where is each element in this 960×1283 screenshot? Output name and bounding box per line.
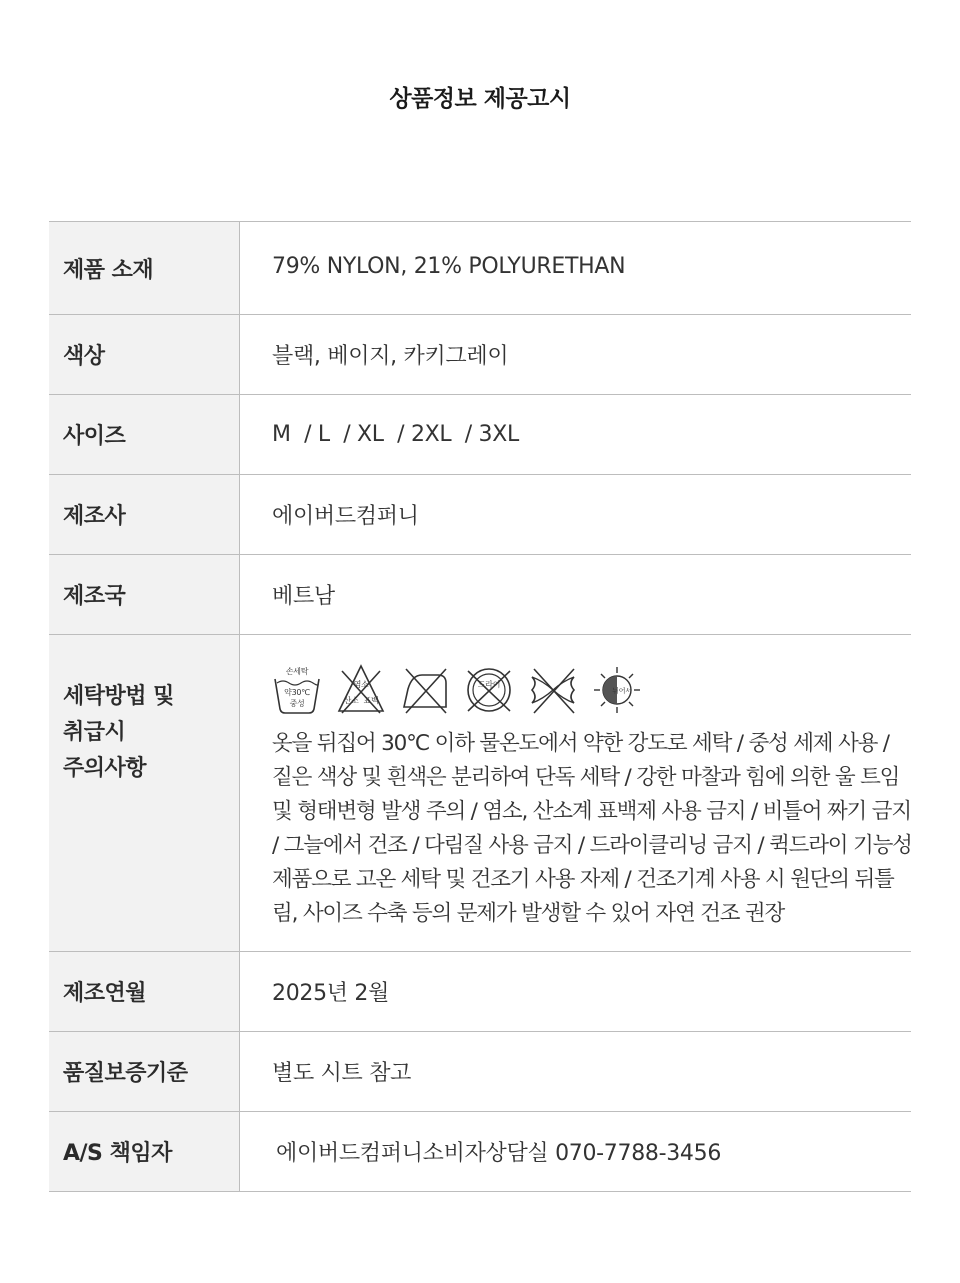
product-info-table — [49, 221, 911, 1192]
as-label: A/S 책임자 — [49, 1112, 240, 1191]
washing-label-line-3: 주의사항 — [63, 756, 147, 781]
date-label: 제조연월 — [49, 952, 240, 1031]
table-row-color — [49, 315, 911, 395]
shade-dry-text: 뉘어서 — [612, 687, 632, 695]
hand-wash-top-text: 손세탁 — [285, 667, 309, 676]
table-row-material — [49, 222, 911, 315]
shade-dry-icon — [592, 663, 642, 717]
bleach-left-text: 산소 — [343, 696, 359, 705]
table-row-date — [49, 952, 911, 1032]
country-value: 베트남 — [272, 584, 335, 609]
quality-value: 별도 시트 참고 — [272, 1061, 412, 1086]
country-label: 제조국 — [49, 555, 240, 634]
hand-wash-bottom-text: 중성 — [289, 699, 305, 708]
dry-clean-text: 드라이 — [477, 680, 501, 689]
bleach-top-text: 염소 — [353, 680, 369, 689]
washing-label-line-1: 세탁방법 및 — [63, 684, 174, 709]
as-value: 에이버드컴퍼니소비자상담실 070-7788-3456 — [276, 1141, 722, 1166]
color-value: 블랙, 베이지, 카키그레이 — [272, 344, 509, 369]
date-value: 2025년 2월 — [272, 981, 390, 1006]
size-label: 사이즈 — [49, 395, 240, 474]
maker-value: 에이버드컴퍼니 — [272, 504, 419, 529]
table-row-as — [49, 1112, 911, 1192]
table-row-quality — [49, 1032, 911, 1112]
bleach-right-text: 표백 — [363, 696, 379, 705]
table-row-size — [49, 395, 911, 475]
material-value: 79% NYLON, 21% POLYURETHAN — [272, 253, 626, 279]
table-row-washing — [49, 635, 911, 952]
no-wring-icon — [528, 663, 578, 717]
no-iron-icon — [400, 663, 450, 717]
size-value: M / L / XL / 2XL / 3XL — [272, 422, 519, 447]
table-row-maker — [49, 475, 911, 555]
hand-wash-temp-text: 약30℃ — [284, 688, 310, 697]
color-label: 색상 — [49, 315, 240, 394]
washing-value — [240, 635, 918, 951]
care-instructions-text: 옷을 뒤집어 30℃ 이하 물온도에서 약한 강도로 세탁 / 중성 세제 사용 / 짙은 색상 및 흰색은 분리하여 단독 세탁 / 강한 마찰과 힘에 의한 울 트임 및 형태변형 발생 주의 / 염소, 산소계 표백제 사용 금지 / 비틀어 짜기 금지 / 그늘에서 건조 / 다림질 사용 금지 / 드라이클리닝 금지 / 퀵드라이 기능성 제품으로 고온 세탁 및 건조기 사용 자제 / 건조기계 사용 시 원단의 뒤틀림, 사이즈 수축 등의 문제가 발생할 수 있어 자연 건조 권장 — [272, 731, 912, 926]
washing-label — [49, 635, 240, 951]
table-row-country — [49, 555, 911, 635]
maker-label: 제조사 — [49, 475, 240, 554]
material-label: 제품 소재 — [49, 222, 240, 314]
page-title: 상품정보 제공고시 — [389, 86, 571, 112]
hand-wash-30c-icon — [272, 663, 322, 717]
care-icons — [272, 663, 642, 717]
no-chlorine-bleach-icon — [336, 663, 386, 717]
no-dry-clean-icon — [464, 663, 514, 717]
washing-label-line-2: 취급시 — [63, 720, 126, 745]
quality-label: 품질보증기준 — [49, 1032, 240, 1111]
